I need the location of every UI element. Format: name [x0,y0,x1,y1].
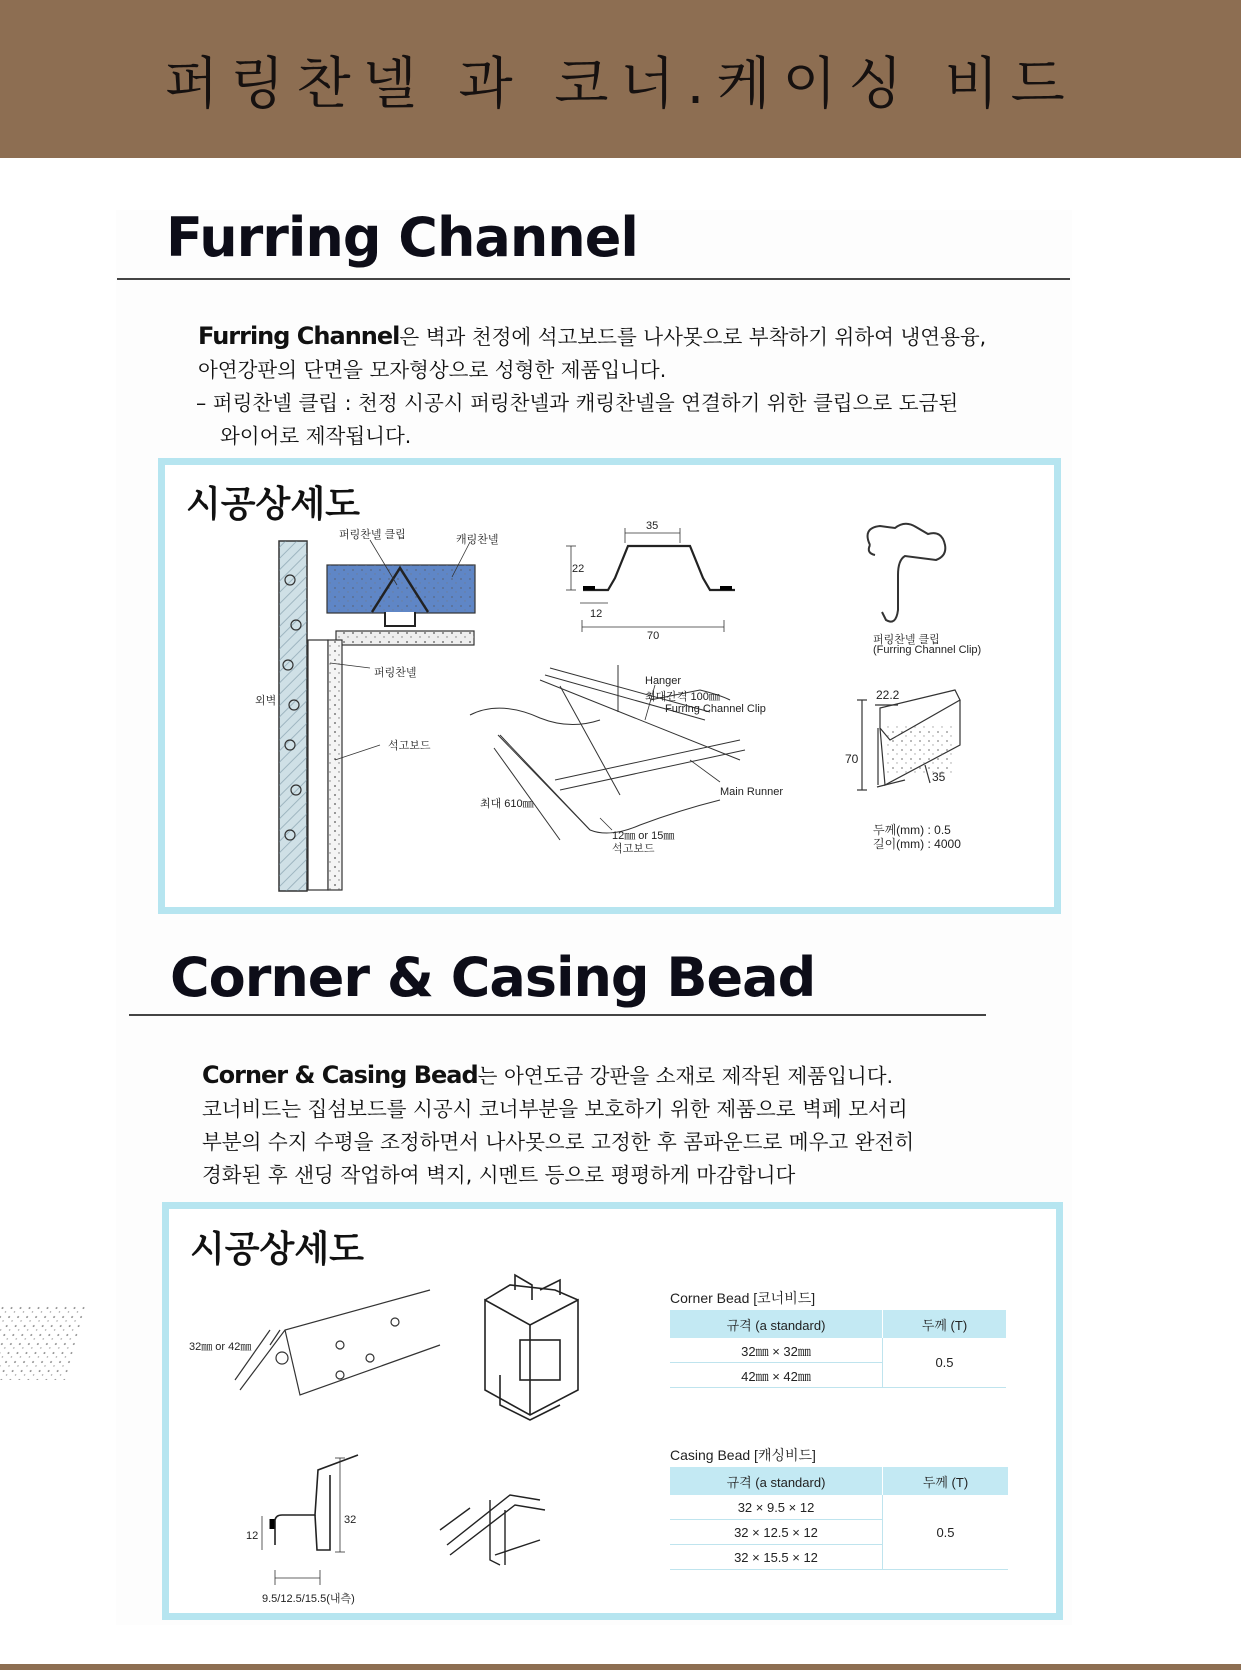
furring-desc-bold: Furring Channel [198,322,400,350]
casing-row-2: 32 × 15.5 × 12 [670,1545,883,1570]
furring-panel-title: 시공상세도 [186,484,360,525]
casing-table-caption: Casing Bead [캐싱비드] [670,1447,816,1463]
dim-22: 22 [572,563,585,575]
table-row [670,1495,1008,1520]
corner-bead-table [670,1310,1006,1388]
label-hanger: Hanger [645,675,682,687]
dim-70: 70 [647,630,660,642]
label-board-ko: 석고보드 [612,843,655,855]
casing-table-header [670,1467,1008,1495]
casing-col-thickness: 두께 (T) [883,1467,1009,1495]
clip-name-ko: 퍼링찬넬 클립 [873,634,940,646]
table-row [670,1338,1006,1363]
corner-desc-line2: 코너비드는 집섬보드를 시공시 코너부분을 보호하기 위한 제품으로 벽페 모서리 [202,1097,908,1121]
corner-desc-bold: Corner & Casing Bead [202,1061,478,1089]
corner-desc-line3: 부분의 수지 수평을 조정하면서 나사못으로 고정한 후 콤파운드로 메우고 완전히 [202,1130,915,1154]
corner-row-1: 42㎜ × 42㎜ [670,1363,883,1388]
furring-desc-line2: 아연강판의 단면을 모자형상으로 성형한 제품입니다. [198,358,667,382]
corner-row-0: 32㎜ × 32㎜ [670,1338,883,1363]
label-carrying-channel: 캐링찬넬 [456,534,499,546]
furring-clip-line1: – 퍼링찬넬 클립 : 천정 시공시 퍼링찬넬과 캐링찬넬을 연결하기 위한 클립으로 도금된 [196,391,959,415]
corner-desc-text1: 는 아연도금 강판을 소재로 제작된 제품입니다. [477,1064,894,1088]
label-furring-clip: 퍼링찬넬 클립 [339,529,406,541]
clip-name-en: (Furring Channel Clip) [873,644,982,656]
dim-corner-12: 12 [246,1530,259,1542]
corner-table-caption: Corner Bead [코너비드] [670,1290,816,1306]
casing-row-1: 32 × 12.5 × 12 [670,1520,883,1545]
dim-22-2: 22.2 [876,688,900,702]
spec-thickness: 두께(mm) : 0.5 [873,823,951,837]
corner-table-header [670,1310,1006,1338]
corner-desc-line4: 경화된 후 샌딩 작업하여 벽지, 시멘트 등으로 평평하게 마감합니다 [202,1163,796,1187]
dim-corner-32: 32 [344,1514,357,1526]
furring-desc-text1: 은 벽과 천정에 석고보드를 나사못으로 부착하기 위하여 냉연용융, [399,325,987,349]
furring-heading: Furring Channel [166,206,638,269]
dim-12: 12 [590,608,603,620]
label-furring-channel: 퍼링찬넬 [374,667,417,679]
casing-thickness-value: 0.5 [883,1495,1009,1570]
corner-panel-title: 시공상세도 [190,1229,364,1270]
casing-col-standard: 규격 (a standard) [670,1467,883,1495]
spec-length: 길이(mm) : 4000 [873,837,961,851]
dim-35b: 35 [932,770,946,784]
footer-bar [0,1664,1241,1670]
label-max-610: 최대 610㎜ [480,798,534,810]
label-board-thickness: 12㎜ or 15㎜ [612,830,675,842]
label-hanger-spacing: 최대간격 100㎜ [645,691,720,703]
dim-35: 35 [646,520,659,532]
label-outer-wall: 외벽 [255,695,277,707]
label-gypsum-board: 석고보드 [388,740,431,752]
corner-thickness-value: 0.5 [883,1338,1007,1388]
dim-70b: 70 [845,752,859,766]
corner-col-standard: 규격 (a standard) [670,1310,883,1338]
casing-row-0: 32 × 9.5 × 12 [670,1495,883,1520]
corner-col-thickness: 두께 (T) [883,1310,1007,1338]
casing-bead-table [670,1467,1008,1570]
label-fc-clip: Furring Channel Clip [665,703,766,715]
label-main-runner: Main Runner [720,786,783,798]
furring-clip-line2: 와이어로 제작됩니다. [220,424,412,448]
corner-heading: Corner & Casing Bead [170,946,816,1009]
label-casing-bottom: 9.5/12.5/15.5(내측) [262,1593,355,1605]
banner-title: 퍼링찬넬 과 코너.케이싱 비드 [164,52,1077,117]
label-corner-size: 32㎜ or 42㎜ [189,1341,252,1353]
